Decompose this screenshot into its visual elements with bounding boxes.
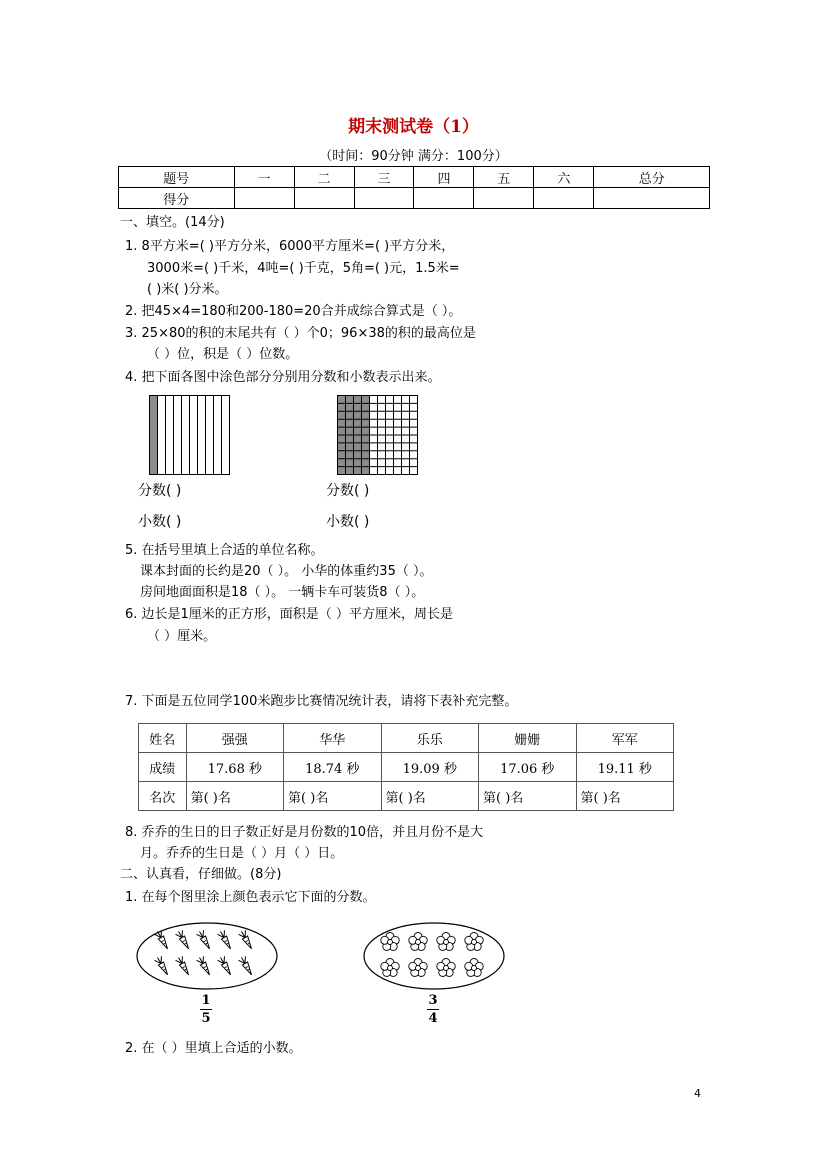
bars-figure (149, 395, 231, 475)
decimal-label-left: 小数( ) (138, 514, 182, 530)
table-row (139, 782, 674, 811)
score-header-cell: 一 (234, 167, 294, 188)
denominator: 5 (201, 1011, 211, 1026)
carrot-icon (175, 929, 192, 950)
numerator: 3 (428, 993, 438, 1008)
table-row (139, 753, 674, 782)
question-8-line-1: 8. 乔乔的生日的日子数正好是月份数的10倍，并且月份不是大 (125, 825, 484, 840)
race-results-table (138, 723, 674, 811)
score-header-cell: 四 (414, 167, 474, 188)
time-cell: 17.06 秒 (479, 753, 576, 782)
fraction-bar (427, 1009, 439, 1010)
score-header-cell: 总分 (594, 167, 710, 188)
score-input-cell[interactable] (594, 188, 710, 209)
score-input-cell[interactable] (294, 188, 354, 209)
score-input-cell[interactable] (534, 188, 594, 209)
score-row-label: 得分 (119, 188, 235, 209)
fraction-label-left: 分数( ) (138, 483, 182, 499)
decimal-label-right: 小数( ) (326, 514, 370, 530)
rank-cell[interactable]: 第( )名 (576, 782, 674, 811)
page-number: 4 (694, 1087, 701, 1100)
name-cell: 姗姗 (479, 724, 576, 753)
row-header: 成绩 (139, 753, 187, 782)
fraction-one-fifth (196, 993, 216, 1026)
flower-icon (381, 959, 399, 977)
fraction-bar (200, 1009, 212, 1010)
question-3-line-1: 3. 25×80的积的末尾共有（ ）个0；96×38的积的最高位是 (125, 326, 476, 341)
flower-icon (409, 959, 427, 977)
rank-cell[interactable]: 第( )名 (479, 782, 576, 811)
carrot-icon (196, 955, 213, 976)
question-6-line-2: （ ）厘米。 (147, 629, 217, 644)
question-5-line-1: 5. 在括号里填上合适的单位名称。 (125, 543, 324, 558)
section-2-question-2: 2. 在（ ）里填上合适的小数。 (125, 1041, 302, 1056)
flower-icon (437, 959, 455, 977)
question-1-line-3: ( )米( )分米。 (147, 282, 228, 297)
row-header: 名次 (139, 782, 187, 811)
carrot-icon (217, 955, 234, 976)
question-7: 7. 下面是五位同学100米跑步比赛情况统计表，请将下表补充完整。 (125, 694, 518, 709)
score-header-cell: 二 (294, 167, 354, 188)
carrot-icon (238, 929, 255, 950)
flower-oval-figure (362, 921, 506, 991)
flower-icon (381, 933, 399, 951)
question-3-line-2: （ ）位，积是（ ）位数。 (147, 347, 299, 362)
fraction-label-right: 分数( ) (326, 483, 370, 499)
section-2-question-1: 1. 在每个图里涂上颜色表示它下面的分数。 (125, 890, 376, 905)
name-cell: 强强 (186, 724, 283, 753)
time-cell: 17.68 秒 (186, 753, 283, 782)
score-header-cell: 五 (474, 167, 534, 188)
numerator: 1 (201, 993, 211, 1008)
flower-icon (409, 933, 427, 951)
carrot-icon (175, 955, 192, 976)
rank-cell[interactable]: 第( )名 (381, 782, 478, 811)
score-input-cell[interactable] (354, 188, 414, 209)
flower-icon (465, 959, 483, 977)
table-row (119, 188, 710, 209)
flower-icon (437, 933, 455, 951)
name-cell: 军军 (576, 724, 674, 753)
score-table (118, 166, 710, 209)
carrot-oval-figure (135, 921, 279, 991)
section-1-heading: 一、填空。(14分) (120, 215, 225, 230)
exam-info: （时间：90分钟 满分：100分） (319, 149, 508, 164)
time-cell: 19.09 秒 (381, 753, 478, 782)
time-cell: 18.74 秒 (284, 753, 381, 782)
score-header-cell: 题号 (119, 167, 235, 188)
score-input-cell[interactable] (234, 188, 294, 209)
carrot-icon (154, 955, 171, 976)
section-2-heading: 二、认真看，仔细做。(8分) (120, 867, 282, 882)
name-cell: 乐乐 (381, 724, 478, 753)
question-5-line-2: 课本封面的长约是20（ ）。 小华的体重约35（ ）。 (140, 564, 433, 579)
flower-icon (465, 933, 483, 951)
carrot-icon (217, 929, 234, 950)
question-5-line-3: 房间地面面积是18（ ）。 一辆卡车可装货8（ ）。 (140, 585, 425, 600)
fraction-three-quarters (423, 993, 443, 1026)
denominator: 4 (428, 1011, 438, 1026)
rank-cell[interactable]: 第( )名 (186, 782, 283, 811)
score-input-cell[interactable] (474, 188, 534, 209)
grid-figure (337, 395, 419, 475)
score-header-cell: 六 (534, 167, 594, 188)
question-2: 2. 把45×4=180和200-180=20合并成综合算式是（ ）。 (125, 304, 462, 319)
rank-cell[interactable]: 第( )名 (284, 782, 381, 811)
score-header-cell: 三 (354, 167, 414, 188)
table-row (139, 724, 674, 753)
time-cell: 19.11 秒 (576, 753, 674, 782)
carrot-icon (196, 929, 213, 950)
name-cell: 华华 (284, 724, 381, 753)
question-1-line-2: 3000米=( )千米，4吨=( )千克，5角=( )元，1.5米= (147, 261, 460, 276)
row-header: 姓名 (139, 724, 187, 753)
table-row (119, 167, 710, 188)
shaded-bar (150, 396, 158, 475)
question-1-line-1: 1. 8平方米=( )平方分米，6000平方厘米=( )平方分米， (125, 239, 455, 254)
question-8-line-2: 月。乔乔的生日是（ ）月（ ）日。 (140, 846, 344, 861)
page-title: 期末测试卷（1） (348, 117, 479, 137)
question-6-line-1: 6. 边长是1厘米的正方形，面积是（ ）平方厘米，周长是 (125, 607, 453, 622)
question-4: 4. 把下面各图中涂色部分分别用分数和小数表示出来。 (125, 370, 441, 385)
score-input-cell[interactable] (414, 188, 474, 209)
carrot-icon (238, 955, 255, 976)
